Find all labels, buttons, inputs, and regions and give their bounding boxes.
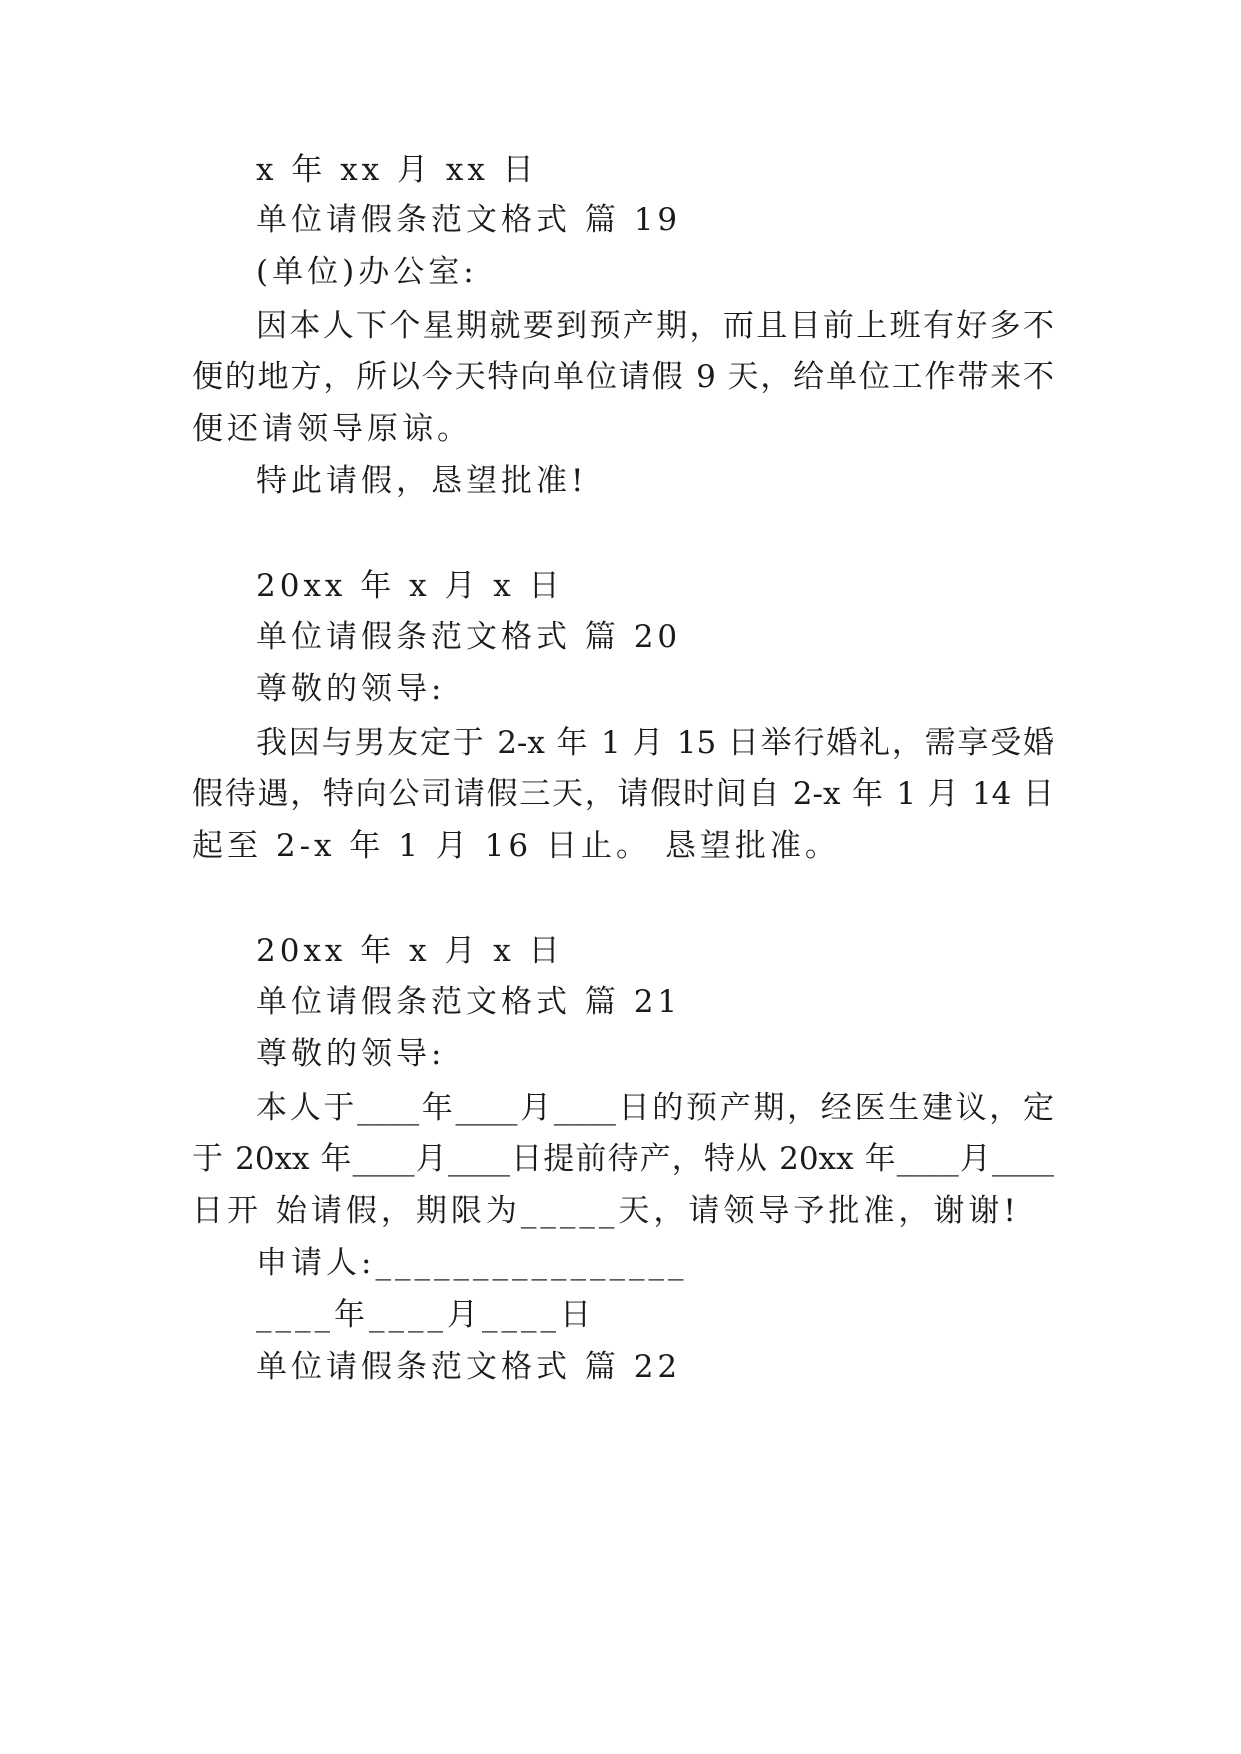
body-line: 日开 始请假，期限为_____天，请领导予批准，谢谢! [192,1193,1020,1229]
salutation: 尊敬的领导: [256,1036,446,1072]
body-line: 便的地方，所以今天特向单位请假 9 天，给单位工作带来不 [192,359,1054,395]
body-line: 我因与男友定于 2-x 年 1 月 15 日举行婚礼，需享受婚 [256,725,1054,761]
date-line: 20xx 年 x 月 x 日 [256,568,564,604]
body-line: 本人于____年____月____日的预产期，经医生建议，定 [256,1090,1054,1126]
applicant-line: 申请人:________________ [256,1245,688,1281]
closing-line: 特此请假，恳望批准! [256,463,588,499]
body-line: 于 20xx 年____月____日提前待产，特从 20xx 年____月____ [192,1141,1054,1177]
section-heading: 单位请假条范文格式 篇 19 [256,202,682,238]
salutation: (单位)办公室: [256,254,478,290]
salutation: 尊敬的领导: [256,671,446,707]
body-line: 假待遇，特向公司请假三天，请假时间自 2-x 年 1 月 14 日 [192,776,1054,812]
date-line: 20xx 年 x 月 x 日 [256,933,564,969]
body-line: 便还请领导原谅。 [192,411,472,447]
body-line: 起至 2-x 年 1 月 16 日止。 恳望批准。 [192,828,840,864]
body-line: 因本人下个星期就要到预产期，而且目前上班有好多不 [256,308,1054,344]
date-blank-line: ____年____月____日 [256,1297,595,1333]
section-heading: 单位请假条范文格式 篇 20 [256,619,682,655]
date-line: x 年 xx 月 xx 日 [256,152,538,188]
section-heading: 单位请假条范文格式 篇 22 [256,1349,682,1385]
section-heading: 单位请假条范文格式 篇 21 [256,984,682,1020]
